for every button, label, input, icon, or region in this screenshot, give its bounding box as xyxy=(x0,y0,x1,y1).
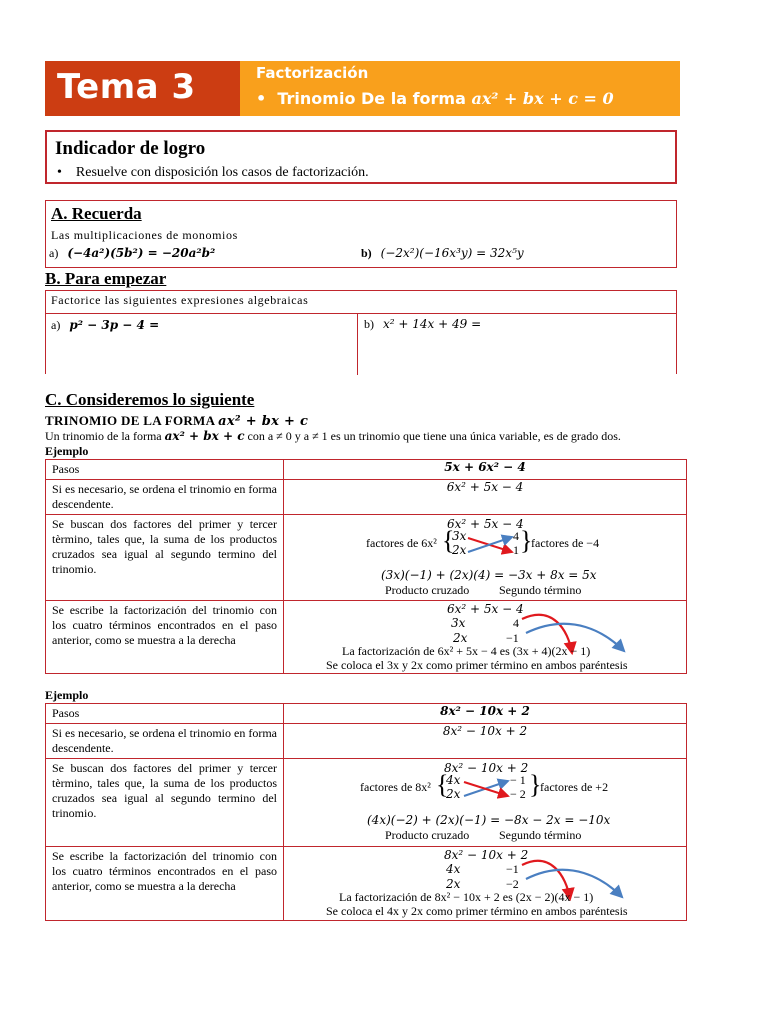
example2-cap1: Producto cruzado xyxy=(385,828,470,842)
example2-fac-b2: − 2 xyxy=(510,787,526,801)
example2-step2-sum: (4x)(−2) + (2x)(−1) = −8x − 2x = −10x xyxy=(367,813,611,827)
table-row xyxy=(46,515,687,601)
example1-step2-expr: 6x² + 5x − 4 xyxy=(447,517,524,531)
example1-head-expr: 5x + 6x² − 4 xyxy=(444,460,526,474)
example1-table xyxy=(45,459,687,674)
example2-label: Ejemplo xyxy=(45,688,89,702)
brace-left: { xyxy=(436,770,449,799)
example1-step1-text: Si es necesario, se ordena el trinomio en forma descendente. xyxy=(46,480,284,515)
example1-step3-expr: 6x² + 5x − 4 xyxy=(447,602,524,616)
recuerda-box xyxy=(45,200,677,268)
example1-step2-sum: (3x)(−1) + (2x)(4) = −3x + 8x = 5x xyxy=(381,568,597,582)
example1-step3-a2: 2x xyxy=(453,631,468,645)
example2-fac-b1: − 1 xyxy=(510,773,526,787)
table-row xyxy=(46,480,687,515)
empezar-b xyxy=(364,317,481,332)
table-row xyxy=(46,704,687,724)
example1-fac-b1: 4 xyxy=(513,529,519,543)
empezar-col-divider xyxy=(357,313,358,375)
example1-fac-a2: 2x xyxy=(452,543,467,557)
example2-head-right xyxy=(284,704,687,724)
example2-cap2: Segundo término xyxy=(499,828,582,842)
example2-step3-text: Se escribe la factorización del trinomio con los cuatro términos encontrados en el paso anterior, como se muestra a la derecha xyxy=(46,847,284,921)
example1-cap2: Segundo término xyxy=(499,583,582,597)
example1-fac-b2: 1 xyxy=(513,543,519,557)
form-title-expr: ax² + bx + c xyxy=(218,414,309,429)
consideremos-title: C. Consideremos lo siguiente xyxy=(45,390,255,409)
example2-step3-expr: 8x² − 10x + 2 xyxy=(444,848,529,862)
table-row xyxy=(46,460,687,480)
empezar-b-expr: x² + 14x + 49 = xyxy=(383,317,482,331)
empezar-box xyxy=(45,290,677,374)
example2-head-expr: 8x² − 10x + 2 xyxy=(440,704,530,718)
example1-label: Ejemplo xyxy=(45,444,89,458)
table-row xyxy=(46,724,687,759)
example2-step3-a2: 2x xyxy=(446,877,461,891)
form-title-text: TRINOMIO DE LA FORMA xyxy=(45,413,215,428)
empezar-instruction: Factorice las siguientes expresiones algebraicas xyxy=(51,293,309,307)
bullet-text: Trinomio De la forma xyxy=(277,89,466,108)
example2-step3-note: Se coloca el 4x y 2x como primer término en ambos paréntesis xyxy=(326,904,628,918)
form-description xyxy=(45,429,621,444)
empezar-title: B. Para empezar xyxy=(45,269,167,288)
brace-left: { xyxy=(442,526,455,555)
subject-bullet: • Trinomio De la forma ax² + bx + c = 0 xyxy=(256,89,614,108)
form-title xyxy=(45,413,308,429)
table-row xyxy=(46,847,687,921)
example1-fac-right: factores de −4 xyxy=(531,536,600,550)
empezar-b-label: b) xyxy=(364,317,374,331)
brace-right: } xyxy=(520,526,533,555)
header-tema-block xyxy=(45,61,240,116)
desc-expr: ax² + bx + c xyxy=(164,429,245,443)
example2-step2-cell xyxy=(284,759,687,847)
example2-step3-b2: −2 xyxy=(506,877,519,891)
example2-fac-a2: 2x xyxy=(446,787,461,801)
indicator-title: Indicador de logro xyxy=(55,138,206,159)
example1-step1-expr: 6x² + 5x − 4 xyxy=(446,480,524,494)
tema-title: Tema 3 xyxy=(57,67,196,107)
example1-cap1: Producto cruzado xyxy=(385,583,470,597)
example2-head-left: Pasos xyxy=(46,704,284,724)
recuerda-a-expr: (−4a²)(5b²) = −20a²b² xyxy=(67,246,216,260)
empezar-a xyxy=(51,318,159,333)
example2-step3-cell xyxy=(284,847,687,921)
recuerda-title: A. Recuerda xyxy=(51,204,142,223)
brace-right: } xyxy=(529,770,542,799)
example1-fac-left: factores de 6x² xyxy=(366,536,437,550)
table-row xyxy=(46,759,687,847)
example2-step3-a1: 4x xyxy=(446,862,461,876)
example1-step3-b1: 4 xyxy=(513,616,519,630)
example1-head-left: Pasos xyxy=(46,460,284,480)
indicator-item-text: Resuelve con disposición los casos de factorización. xyxy=(75,165,369,180)
example1-step3-result: La factorización de 6x² + 5x − 4 es (3x + 4)(2x − 1) xyxy=(342,644,591,658)
empezar-a-expr: p² − 3p − 4 = xyxy=(69,318,160,332)
example1-step3-note: Se coloca el 3x y 2x como primer término en ambos paréntesis xyxy=(326,658,628,672)
desc-part-1: Un trinomio de la forma xyxy=(45,429,162,443)
empezar-divider xyxy=(46,313,676,314)
bullet-formula: ax² + bx + c = 0 xyxy=(471,89,614,108)
example2-step1-expr: 8x² − 10x + 2 xyxy=(442,724,528,738)
example1-step3-a1: 3x xyxy=(451,616,466,630)
example2-step1-text: Si es necesario, se ordena el trinomio en forma descendente. xyxy=(46,724,284,759)
example1-step2-text: Se buscan dos factores del primer y tercer tèrmino, tales que, la suma de los productos cruzados sea igual al segundo termino del trinomio. xyxy=(46,515,284,601)
example2-step2-text: Se buscan dos factores del primer y tercer tèrmino, tales que, la suma de los productos cruzados sea igual al segundo termino del trinomio. xyxy=(46,759,284,847)
example2-fac-left: factores de 8x² xyxy=(360,780,431,794)
subject-title: Factorización xyxy=(256,64,369,82)
example1-step3-cell xyxy=(284,601,687,674)
example2-fac-right: factores de +2 xyxy=(540,780,609,794)
recuerda-subtitle: Las multiplicaciones de monomios xyxy=(51,228,238,242)
header-subject-block xyxy=(240,61,680,116)
example1-step3-b2: −1 xyxy=(506,631,519,645)
example2-step1-cell xyxy=(284,724,687,759)
recuerda-a-label: a) xyxy=(49,246,59,260)
recuerda-a xyxy=(49,246,215,261)
example2-step3-result: La factorización de 8x² − 10x + 2 es (2x − 2)(4x − 1) xyxy=(339,890,594,904)
example2-step3-b1: −1 xyxy=(506,862,519,876)
example1-step1-cell xyxy=(284,480,687,515)
table-row xyxy=(46,601,687,674)
example1-step2-cell xyxy=(284,515,687,601)
recuerda-b-label: b) xyxy=(361,246,372,260)
desc-part-2: con a ≠ 0 y a ≠ 1 es un trinomio que tiene una única variable, es de grado dos. xyxy=(247,429,621,443)
recuerda-b-expr: (−2x²)(−16x³y) = 32x⁵y xyxy=(380,246,524,260)
indicator-item: • Resuelve con disposición los casos de factorización. xyxy=(57,165,369,180)
example2-fac-a1: 4x xyxy=(446,773,461,787)
example1-fac-a1: 3x xyxy=(452,529,467,543)
example1-step3-text: Se escribe la factorización del trinomio con los cuatro términos encontrados en el paso anterior, como se muestra a la derecha xyxy=(46,601,284,674)
example1-head-right xyxy=(284,460,687,480)
indicator-box xyxy=(45,130,677,184)
empezar-a-label: a) xyxy=(51,318,61,332)
cross-arrows xyxy=(460,773,520,803)
example2-table xyxy=(45,703,687,921)
example2-step2-expr: 8x² − 10x + 2 xyxy=(444,761,529,775)
recuerda-b xyxy=(361,246,524,261)
cross-arrows xyxy=(464,529,524,559)
